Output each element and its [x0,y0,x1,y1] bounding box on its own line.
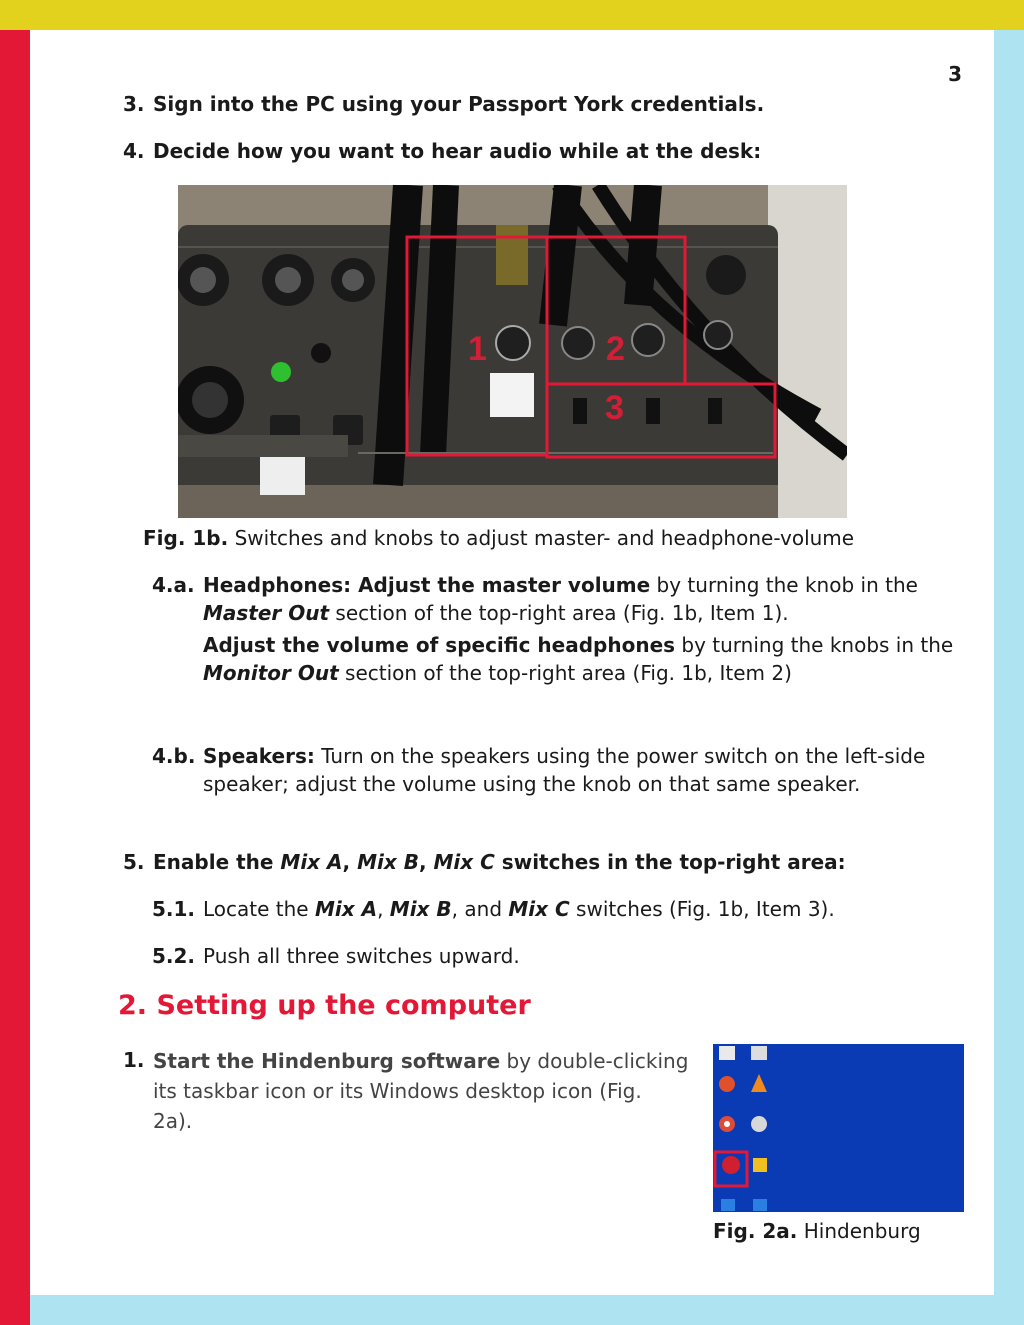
step-4-number: 4. [123,139,145,163]
step-5-2-text: Push all three switches upward. [203,944,520,968]
section-2-heading: 2. Setting up the computer [118,990,531,1021]
step-3-number: 3. [123,92,145,116]
right-color-bar [994,30,1024,1325]
bottom-color-bar [30,1295,1024,1325]
fig-1b-label: Fig. 1b. [143,526,229,550]
step-4a-number: 4.a. [152,573,195,597]
start-hindenburg-bold: Start the Hindenburg software [153,1049,501,1073]
step-4b-text-1: Turn on the speakers using the power switch on the left-side [314,744,926,768]
fig-2a-caption [713,1217,921,1245]
desktop-app-icon [721,1199,735,1211]
fig-1b-caption [143,524,854,552]
desktop-screenshot [713,1044,964,1212]
step-4a-bold-2: Adjust the volume of specific headphones [203,633,676,657]
step-4b-bold: Speakers: [203,744,315,768]
step-4b-line1 [203,742,972,770]
monitor-out-term: Monitor Out [203,661,339,685]
desktop-app-icon [753,1199,767,1211]
step-4b-line2: speaker; adjust the volume using the knob on that same speaker. [203,772,861,796]
chrome-icon-center [724,1121,730,1127]
photo-label-1: 1 [468,330,487,368]
step-5-1-sep-1: , [377,897,390,921]
step-4a-bold-1: Headphones: Adjust the master volume [203,573,651,597]
desktop-app-icon [719,1046,735,1060]
step-5-text-1: Enable the [153,850,281,874]
step-5-2-number: 5.2. [152,944,196,968]
hindenburg-icon [722,1156,740,1174]
step-3-text: Sign into the PC using your Passport York credentials. [153,92,765,116]
page-number: 3 [948,62,962,86]
master-out-term: Master Out [203,601,330,625]
desktop-app-icon [751,1046,767,1060]
step-4-text: Decide how you want to hear audio while at the desk: [153,139,762,163]
section-2-step-1 [123,1046,703,1136]
step-5-number: 5. [123,850,145,874]
step-5-text-2: switches in the top-right area: [494,850,846,874]
step-5-sep-1: , [342,850,358,874]
step-4a-line3 [203,631,972,659]
firefox-icon [719,1076,735,1092]
step-5-1-text-2: switches (Fig. 1b, Item 3). [569,897,835,921]
fig-1b-text: Switches and knobs to adjust master- and headphone-volume [234,526,855,550]
section-2-step-1-text-1: by double-clicking [500,1049,689,1073]
mix-b-term: Mix B [357,850,419,874]
step-4a-text-1: by turning the knob in the [650,573,918,597]
section-2-step-1-line3: 2a). [153,1109,193,1133]
step-4a-line1 [203,571,972,599]
step-5-1-mix-a: Mix A [314,897,378,921]
step-4a-text-4: section of the top-right area (Fig. 1b, Item 2) [338,661,792,685]
mix-a-term: Mix A [280,850,343,874]
step-4a [152,571,972,687]
left-color-bar [0,30,30,1325]
step-5-sep-2: , [418,850,434,874]
fig-2a-label: Fig. 2a. [713,1219,798,1243]
step-4b [152,742,972,798]
step-4a-line4 [203,659,972,687]
step-5-1-text-1: Locate the [203,897,315,921]
step-4a-text-2: section of the top-right area (Fig. 1b, Item 1). [329,601,789,625]
step-5-1-mix-c: Mix C [508,897,570,921]
step-4a-line2 [203,599,972,627]
photo-label-2: 2 [606,330,625,368]
step-5-1-number: 5.1. [152,897,196,921]
top-color-bar [0,0,1024,30]
mix-c-term: Mix C [433,850,495,874]
section-2-step-1-line1 [153,1046,703,1076]
mixer-photo [178,185,847,518]
section-2-step-1-line2: its taskbar icon or its Windows desktop icon (Fig. [153,1079,642,1103]
step-5-1-mix-b: Mix B [389,897,452,921]
step-4b-number: 4.b. [152,744,196,768]
step-5-1-sep-2: , and [451,897,509,921]
control-panel-icon [751,1116,767,1132]
photo-label-3: 3 [605,389,624,427]
section-2-step-1-number: 1. [123,1048,145,1072]
signal-led [271,362,291,382]
fig-2a-text: Hindenburg [803,1219,921,1243]
step-4a-text-3: by turning the knobs in the [675,633,954,657]
media-player-icon [753,1158,767,1172]
